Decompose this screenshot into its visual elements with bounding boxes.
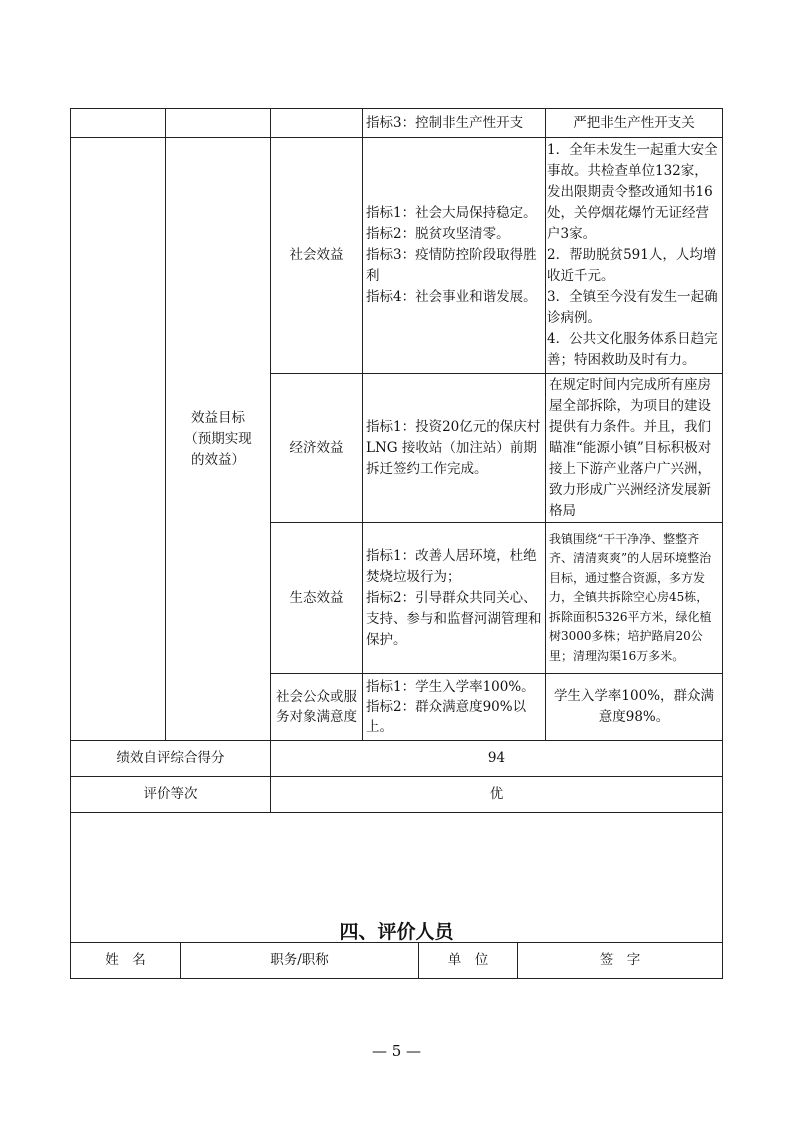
- result-cell: [545, 137, 723, 374]
- group-text: 效益目标 （预期实现的效益）: [184, 409, 252, 468]
- category-label: 生态效益: [270, 522, 363, 674]
- indicator-text: 指标1：投资20亿元的保庆村 LNG 接收站（加注站）前期拆迁签约工作完成。: [366, 418, 541, 477]
- result-text: 在规定时间内完成所有座房屋全部拆除，为项目的建设提供有力条件。并且，我们瞄准“能源小镇”目标积极对接上下游产业落户广兴洲，致力形成广兴洲经济发展新格局: [549, 376, 712, 519]
- indicator-cell: [362, 373, 546, 523]
- indicator-text: 指标1：学生入学率100%。 指标2：群众满意度90%以上。: [366, 679, 535, 735]
- section-title: 四、评价人员: [339, 921, 454, 943]
- indicator-cell: [362, 522, 546, 674]
- group-label: [165, 137, 271, 741]
- evaluator-name-header: 姓 名: [70, 942, 181, 979]
- evaluator-position-header: 职务/职称: [180, 942, 419, 979]
- category-label: 社会效益: [270, 137, 363, 374]
- indicator-text: 指标1：改善人居环境，杜绝焚烧垃圾行为； 指标2：引导群众共同关心、支持、参与和监督河湖管理和保护。: [366, 547, 542, 648]
- result-text: 我镇围绕“干干净净、整整齐齐、清清爽爽”的人居环境整治目标，通过整合资源，多方发力，全镇共拆除空心房45栋，拆除面积5326平方米，绿化植树3000多株；培护路肩20公里；清理沟渠16万多米。: [549, 531, 712, 663]
- indicator-text: 指标1：社会大局保持稳定。 指标2：脱贫攻坚清零。 指标3：疫情防控阶段取得胜利 指标4：社会事业和谐发展。: [366, 205, 537, 305]
- score-value: 94: [270, 740, 723, 777]
- result-cell: 学生入学率100%，群众满意度98%。: [545, 673, 723, 741]
- evaluator-signature-header: 签 字: [517, 942, 723, 979]
- page-number: — 5 —: [371, 1042, 422, 1060]
- category-label: 社会公众或服务对象满意度: [270, 673, 363, 741]
- indicator-cell: [362, 137, 546, 374]
- result-text: 1．全年未发生一起重大安全事故。共检查单位132家，发出限期责令整改通知书16处，关停烟花爆竹无证经营户3家。 2．帮助脱贫591人，人均增收近千元。 3．全镇至今没有发生一起确诊病例。 4．公共文化服务体系日趋完善；特困救助及时有力。: [547, 142, 718, 368]
- empty-cell: [165, 108, 271, 138]
- indicator-cell: [362, 673, 546, 741]
- category-label: 经济效益: [270, 373, 363, 523]
- empty-cell: [270, 108, 363, 138]
- grade-value: 优: [270, 776, 723, 813]
- score-label: 绩效自评综合得分: [70, 740, 271, 777]
- result-cell: 严把非生产性开支关: [545, 108, 723, 138]
- empty-cell: [70, 108, 166, 138]
- grade-label: 评价等次: [70, 776, 271, 813]
- result-cell: [545, 522, 723, 674]
- indicator-cell: 指标3：控制非生产性开支: [362, 108, 546, 138]
- empty-cell: [70, 137, 166, 741]
- evaluator-unit-header: 单 位: [418, 942, 518, 979]
- result-cell: [545, 373, 723, 523]
